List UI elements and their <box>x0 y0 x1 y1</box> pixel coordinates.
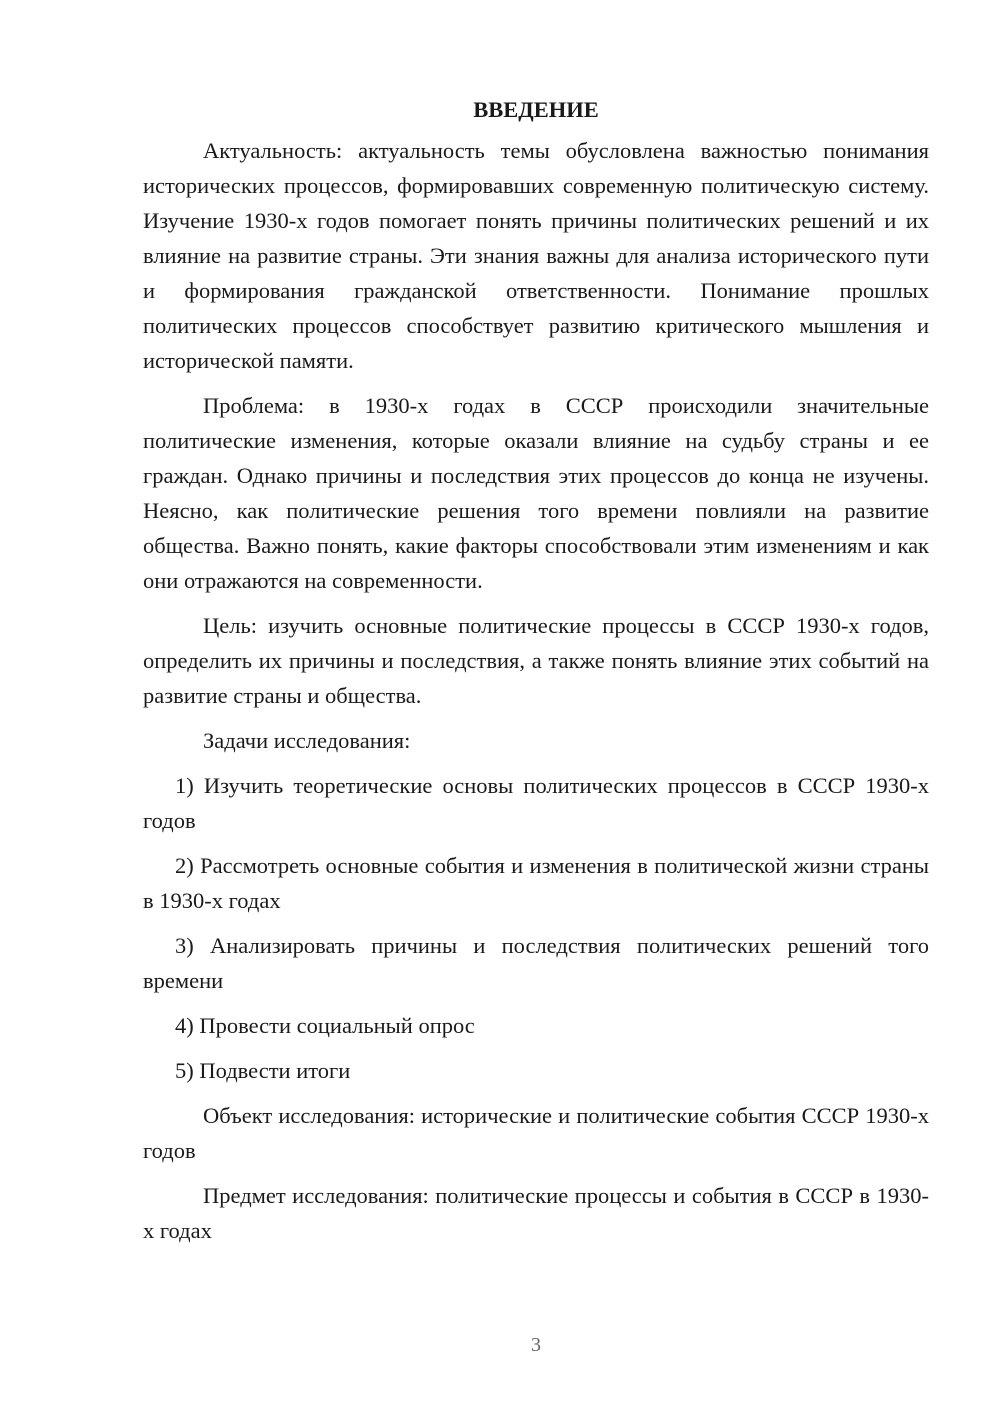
problem-paragraph: Проблема: в 1930-х годах в СССР происходили значительные политические изменения, которые оказали влияние на судьбу страны и ее граждан. Однако причины и последствия этих процессов до конца не изучены. Неясно, как политические решения того времени повлияли на развитие общества. Важно понять, какие факторы способствовали этим изменениям и как они отражаются на современности. <box>143 393 929 593</box>
page-title: ВВЕДЕНИЕ <box>473 97 599 122</box>
object-paragraph: Объект исследования: исторические и политические события СССР 1930-х годов <box>143 1103 929 1163</box>
tasks-heading: Задачи исследования: <box>203 728 411 753</box>
task-item: 1) Изучить теоретические основы политических процессов в СССР 1930-х годов <box>143 773 929 833</box>
tasks-list <box>143 768 929 1088</box>
goal-paragraph: Цель: изучить основные политические процессы в СССР 1930-х годов, определить их причины и последствия, а также понять влияние этих событий на развитие страны и общества. <box>143 613 929 708</box>
page-number: 3 <box>531 1334 541 1356</box>
document-page <box>143 92 929 1258</box>
subject-paragraph: Предмет исследования: политические процессы и события в СССР в 1930-х годах <box>143 1183 929 1243</box>
relevance-paragraph: Актуальность: актуальность темы обусловлена важностью понимания исторических процессов, формировавших современную политическую систему. Изучение 1930-х годов помогает понять причины политических решений и их влияние на развитие страны. Эти знания важны для анализа исторического пути и формирования гражданской ответственности. Понимание прошлых политических процессов способствует развитию критического мышления и исторической памяти. <box>143 138 929 373</box>
task-item: 5) Подвести итоги <box>175 1058 351 1083</box>
task-item: 3) Анализировать причины и последствия политических решений того времени <box>143 933 929 993</box>
task-item: 4) Провести социальный опрос <box>175 1013 475 1038</box>
task-item: 2) Рассмотреть основные события и изменения в политической жизни страны в 1930-х годах <box>143 853 929 913</box>
